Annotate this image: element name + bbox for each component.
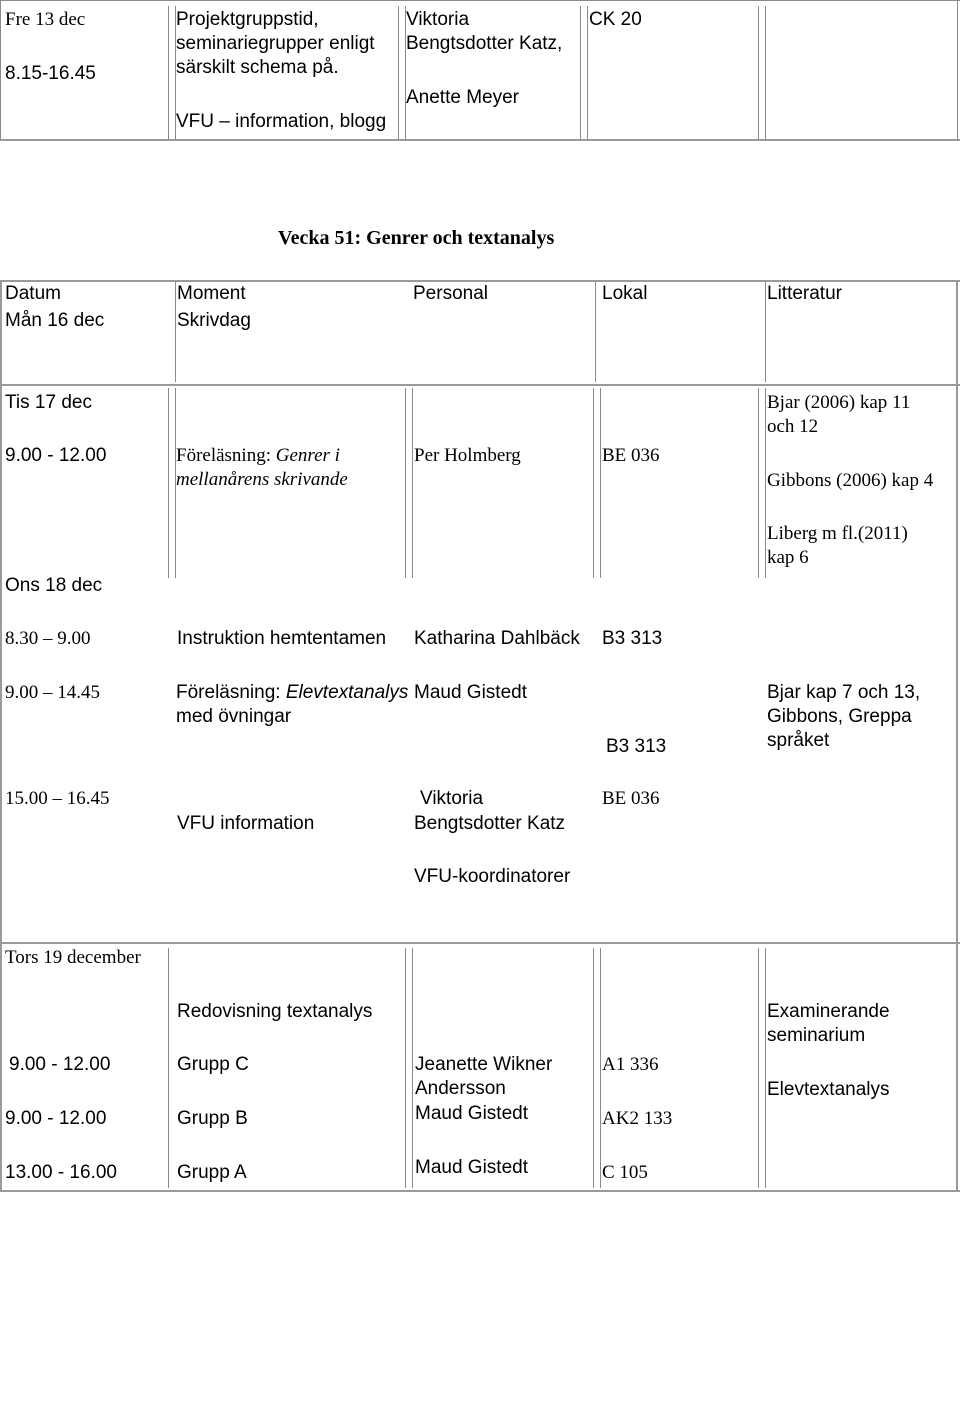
mon-moment: Skrivdag: [177, 310, 251, 331]
tue-lokal: BE 036: [602, 445, 660, 466]
thu-group-time: 13.00 - 16.00: [5, 1162, 117, 1183]
top-row-moment-line: seminariegrupper enligt: [176, 33, 375, 54]
thu-group-personal: Maud Gistedt: [415, 1157, 528, 1178]
thu-literature-line: Elevtextanalys: [767, 1079, 890, 1100]
thu-group-lokal: C 105: [602, 1162, 648, 1183]
header-moment: Moment: [177, 283, 246, 304]
tue-literature-line: Bjar (2006) kap 11: [767, 392, 911, 413]
wed-s1-moment: Instruktion hemtentamen: [177, 628, 387, 649]
header-litteratur: Litteratur: [767, 283, 842, 304]
wed-s3-lokal: BE 036: [602, 788, 660, 809]
wed-s2-literature-line: Gibbons, Greppa: [767, 706, 912, 727]
top-row-personal-line: Bengtsdotter Katz,: [406, 33, 563, 54]
thu-group-time: 9.00 - 12.00: [9, 1054, 111, 1075]
tue-moment: [176, 444, 340, 468]
wed-s2-personal: Maud Gistedt: [414, 682, 527, 703]
thu-group-personal: Maud Gistedt: [415, 1103, 528, 1124]
thu-group-personal: Jeanette Wikner: [415, 1054, 553, 1075]
top-row-moment-line: särskilt schema på.: [176, 57, 339, 78]
wed-s2-moment-topic: Elevtextanalys: [285, 682, 409, 703]
thu-group-lokal: AK2 133: [602, 1108, 673, 1129]
thu-literature-line: seminarium: [767, 1025, 866, 1046]
wed-s3-moment: VFU information: [177, 813, 315, 834]
week-title: Vecka 51: Genrer och textanalys: [278, 227, 555, 249]
wed-s2-literature-line: språket: [767, 730, 830, 751]
thu-group-name: Grupp A: [177, 1162, 247, 1183]
thu-group-personal-line2: Andersson: [415, 1078, 506, 1099]
tue-personal: Per Holmberg: [414, 445, 521, 466]
tue-literature-line: Gibbons (2006) kap 4: [767, 470, 934, 491]
wed-s2-literature-line: Bjar kap 7 och 13,: [767, 682, 921, 703]
thu-heading: Redovisning textanalys: [177, 1001, 373, 1022]
header-datum: Datum: [5, 283, 61, 304]
wed-s2-moment-line2: med övningar: [176, 706, 292, 727]
thu-group-time: 9.00 - 12.00: [5, 1108, 107, 1129]
tue-literature-line: och 12: [767, 416, 819, 437]
thu-literature-line: Examinerande: [767, 1001, 890, 1022]
top-row-moment-line: VFU – information, blogg: [176, 111, 387, 132]
top-row-personal-line: Viktoria: [406, 9, 470, 30]
tue-literature-line: kap 6: [767, 547, 809, 568]
tue-moment-prefix: Föreläsning:: [176, 445, 276, 466]
wed-s2-moment-prefix: Föreläsning:: [176, 682, 286, 703]
mon-date: Mån 16 dec: [5, 310, 105, 331]
top-row-lokal: CK 20: [589, 9, 642, 30]
wed-s1-time: 8.30 – 9.00: [5, 628, 91, 649]
tue-date: Tis 17 dec: [5, 392, 92, 413]
tue-time: 9.00 - 12.00: [5, 445, 107, 466]
top-row-personal-line: Anette Meyer: [406, 87, 519, 108]
thu-group-lokal: A1 336: [602, 1054, 659, 1075]
wed-s3-personal-line: Viktoria: [420, 788, 484, 809]
top-row-time: 8.15-16.45: [5, 63, 96, 84]
tue-moment-topic: Genrer i: [275, 445, 340, 466]
wed-s2-lokal: B3 313: [606, 736, 667, 757]
tue-moment-topic-line2: mellanårens skrivande: [176, 469, 348, 490]
header-personal: Personal: [413, 283, 488, 304]
tue-literature-line: Liberg m fl.(2011): [767, 523, 908, 544]
top-row-moment-line: Projektgruppstid,: [176, 9, 319, 30]
wed-s2-moment: [176, 681, 408, 705]
wed-s3-personal-line: VFU-koordinatorer: [414, 866, 571, 887]
thu-date: Tors 19 december: [5, 947, 141, 968]
wed-s3-time: 15.00 – 16.45: [5, 788, 110, 809]
thu-group-name: Grupp B: [177, 1108, 248, 1129]
wed-date: Ons 18 dec: [5, 575, 103, 596]
wed-s2-time: 9.00 – 14.45: [5, 682, 100, 703]
top-row-date: Fre 13 dec: [5, 9, 86, 30]
header-lokal: Lokal: [602, 283, 648, 304]
wed-s3-personal-line: Bengtsdotter Katz: [414, 813, 566, 834]
wed-s1-lokal: B3 313: [602, 628, 663, 649]
wed-s1-personal: Katharina Dahlbäck: [414, 628, 580, 649]
thu-group-name: Grupp C: [177, 1054, 249, 1075]
